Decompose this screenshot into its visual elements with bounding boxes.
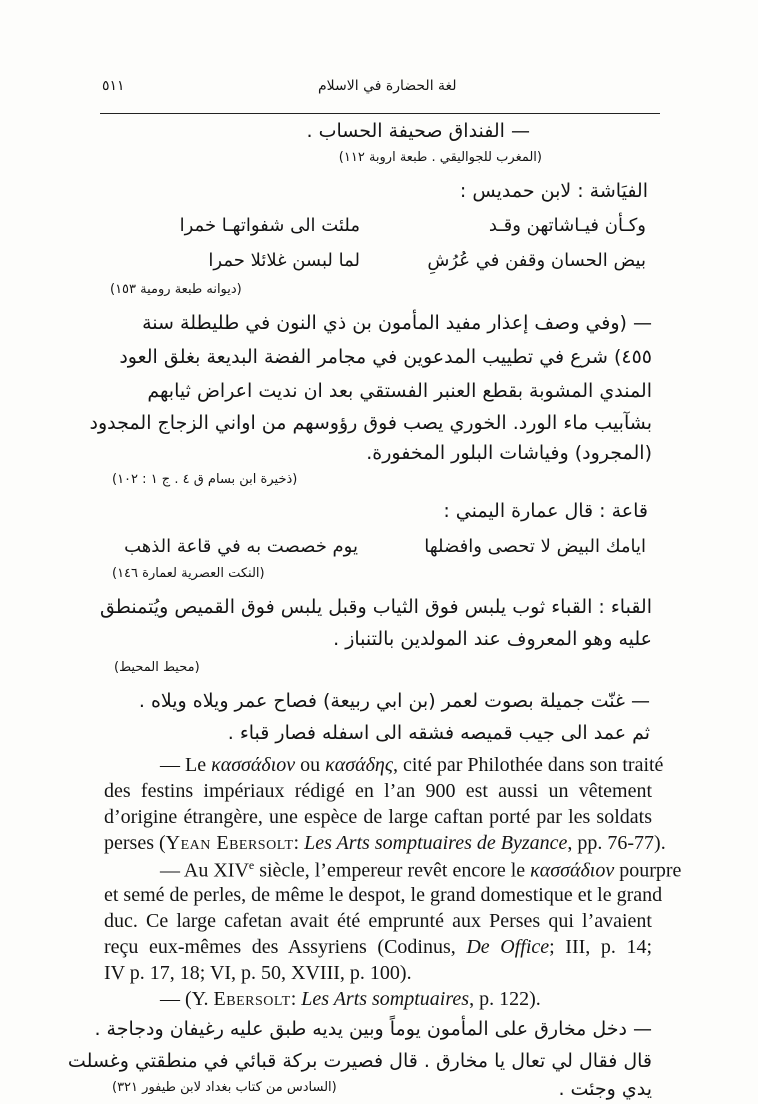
source-citation: (ديوانه طبعة رومية ١٥٣) [110,282,242,297]
section-heading: الفيَاشة : لابن حمديس : [459,180,648,202]
french-line: IV p. 17, 18; VI, p. 50, XVIII, p. 100). [104,962,412,984]
running-title: لغة الحضارة في الاسلام [318,78,457,94]
arabic-line: ثم عمد الى جيب قميصه فشقه الى اسفله فصار قباء . [227,722,650,744]
source-citation: (ذخيرة ابن بسام ق ٤ . ج ١ : ١٠٢) [112,472,298,487]
french-line: perses (Yean Ebersolt: Les Arts somptuaires de Byzance, pp. 76-77). [104,832,666,854]
greek-term: κασσάδιον [211,754,296,776]
work-title: De Office [466,936,550,958]
arabic-line: قال فقال لي تعال يا مخارق . قال فصيرت بركة قبائي في منطقتي وغسلت [67,1050,652,1072]
arabic-line: القباء : القباء ثوب يلبس فوق الثياب وقبل يلبس فوق القميص ويُتمنطق [99,596,652,618]
section-heading: قاعة : قال عمارة اليمني : [443,500,648,522]
french-line: duc. Ce large cafetan avait été emprunté aux Perses qui l’avaient [104,910,652,932]
verse-hemistich: بيض الحسان وقفن في عُرُشِ [427,250,646,271]
arabic-line: — دخل مخارق على المأمون يوماً وبين يديه طبق عليه رغيفان ودجاجة . [94,1018,652,1040]
verse-hemistich: ملئت الى شفواتهـا خمرا [179,215,360,236]
author-name: Ebersolt [213,988,291,1010]
work-title: Les Arts somptuaires de Byzance [304,832,568,854]
arabic-line: المندي المشوبة بقطع العنبر الفستقي بعد ان نديت اعراض ثيابهم [147,380,652,402]
work-title: Les Arts somptuaires [301,988,470,1010]
arabic-line: بشآبيب ماء الورد. الخوري يصب فوق رؤوسهم من اواني الزجاج المجدود [89,412,652,434]
french-line: reçu eux-mêmes des Assyriens (Codinus, De Office; III, p. 14; [104,936,653,958]
arabic-line: يدي وجئت . [558,1078,652,1100]
french-line: — Le κασσάδιον ou κασάδης, cité par Philothée dans son traité [160,754,664,776]
verse-hemistich: يوم خصصت به في قاعة الذهب [124,536,358,557]
french-line: — (Y. Ebersolt: Les Arts somptuaires, p. 122). [160,988,541,1010]
arabic-line: (المجرود) وفياشات البلور المخفورة. [366,442,652,464]
verse-hemistich: لما لبسن غلائلا حمرا [208,250,360,271]
french-line: — Au XIVe siècle, l’empereur revêt encore le κασσάδιον pourpre [160,858,682,882]
arabic-line: — غنّت جميلة بصوت لعمر (بن ابي ربيعة) فصاح عمر ويلاه ويلاه . [138,690,650,712]
source-citation: (السادس من كتاب بغداد لابن طيفور ٣٢١) [112,1080,337,1095]
header-rule [100,113,660,114]
source-citation: (محيط المحيط) [114,660,200,675]
verse-hemistich: وكـأن فيـاشاتهن وقـد [488,215,646,236]
author-name: Yean Ebersolt [165,832,294,854]
greek-term: κασσάδιον [530,859,615,882]
verse-hemistich: ايامك البيض لا تحصى وافضلها [424,536,646,557]
french-line: et semé de perles, de même le despot, le grand domestique et le grand [104,884,663,906]
source-citation: (النكت العصرية لعمارة ١٤٦) [112,566,265,581]
arabic-line: — الفنداق صحيفة الحساب . [306,120,530,142]
french-line: des festins impériaux rédigé en l’an 900 est aussi un vêtement [104,780,652,802]
arabic-line: — (وفي وصف إعذار مفيد المأمون بن ذي النون في طليطلة سنة [142,312,652,334]
page-number: ٥١١ [102,78,125,94]
source-citation: (المغرب للجواليقي . طبعة اروبة ١١٢) [338,150,542,165]
greek-term: κασάδης [325,754,393,776]
french-line: d’origine étrangère, une espèce de large caftan porté par les soldats [104,806,652,828]
arabic-line: ٤٥٥) شرع في تطييب المدعوين في مجامر الفضة البديعة بغلق العود [119,346,652,368]
arabic-line: عليه وهو المعروف عند المولدين بالتنباز . [333,628,652,650]
